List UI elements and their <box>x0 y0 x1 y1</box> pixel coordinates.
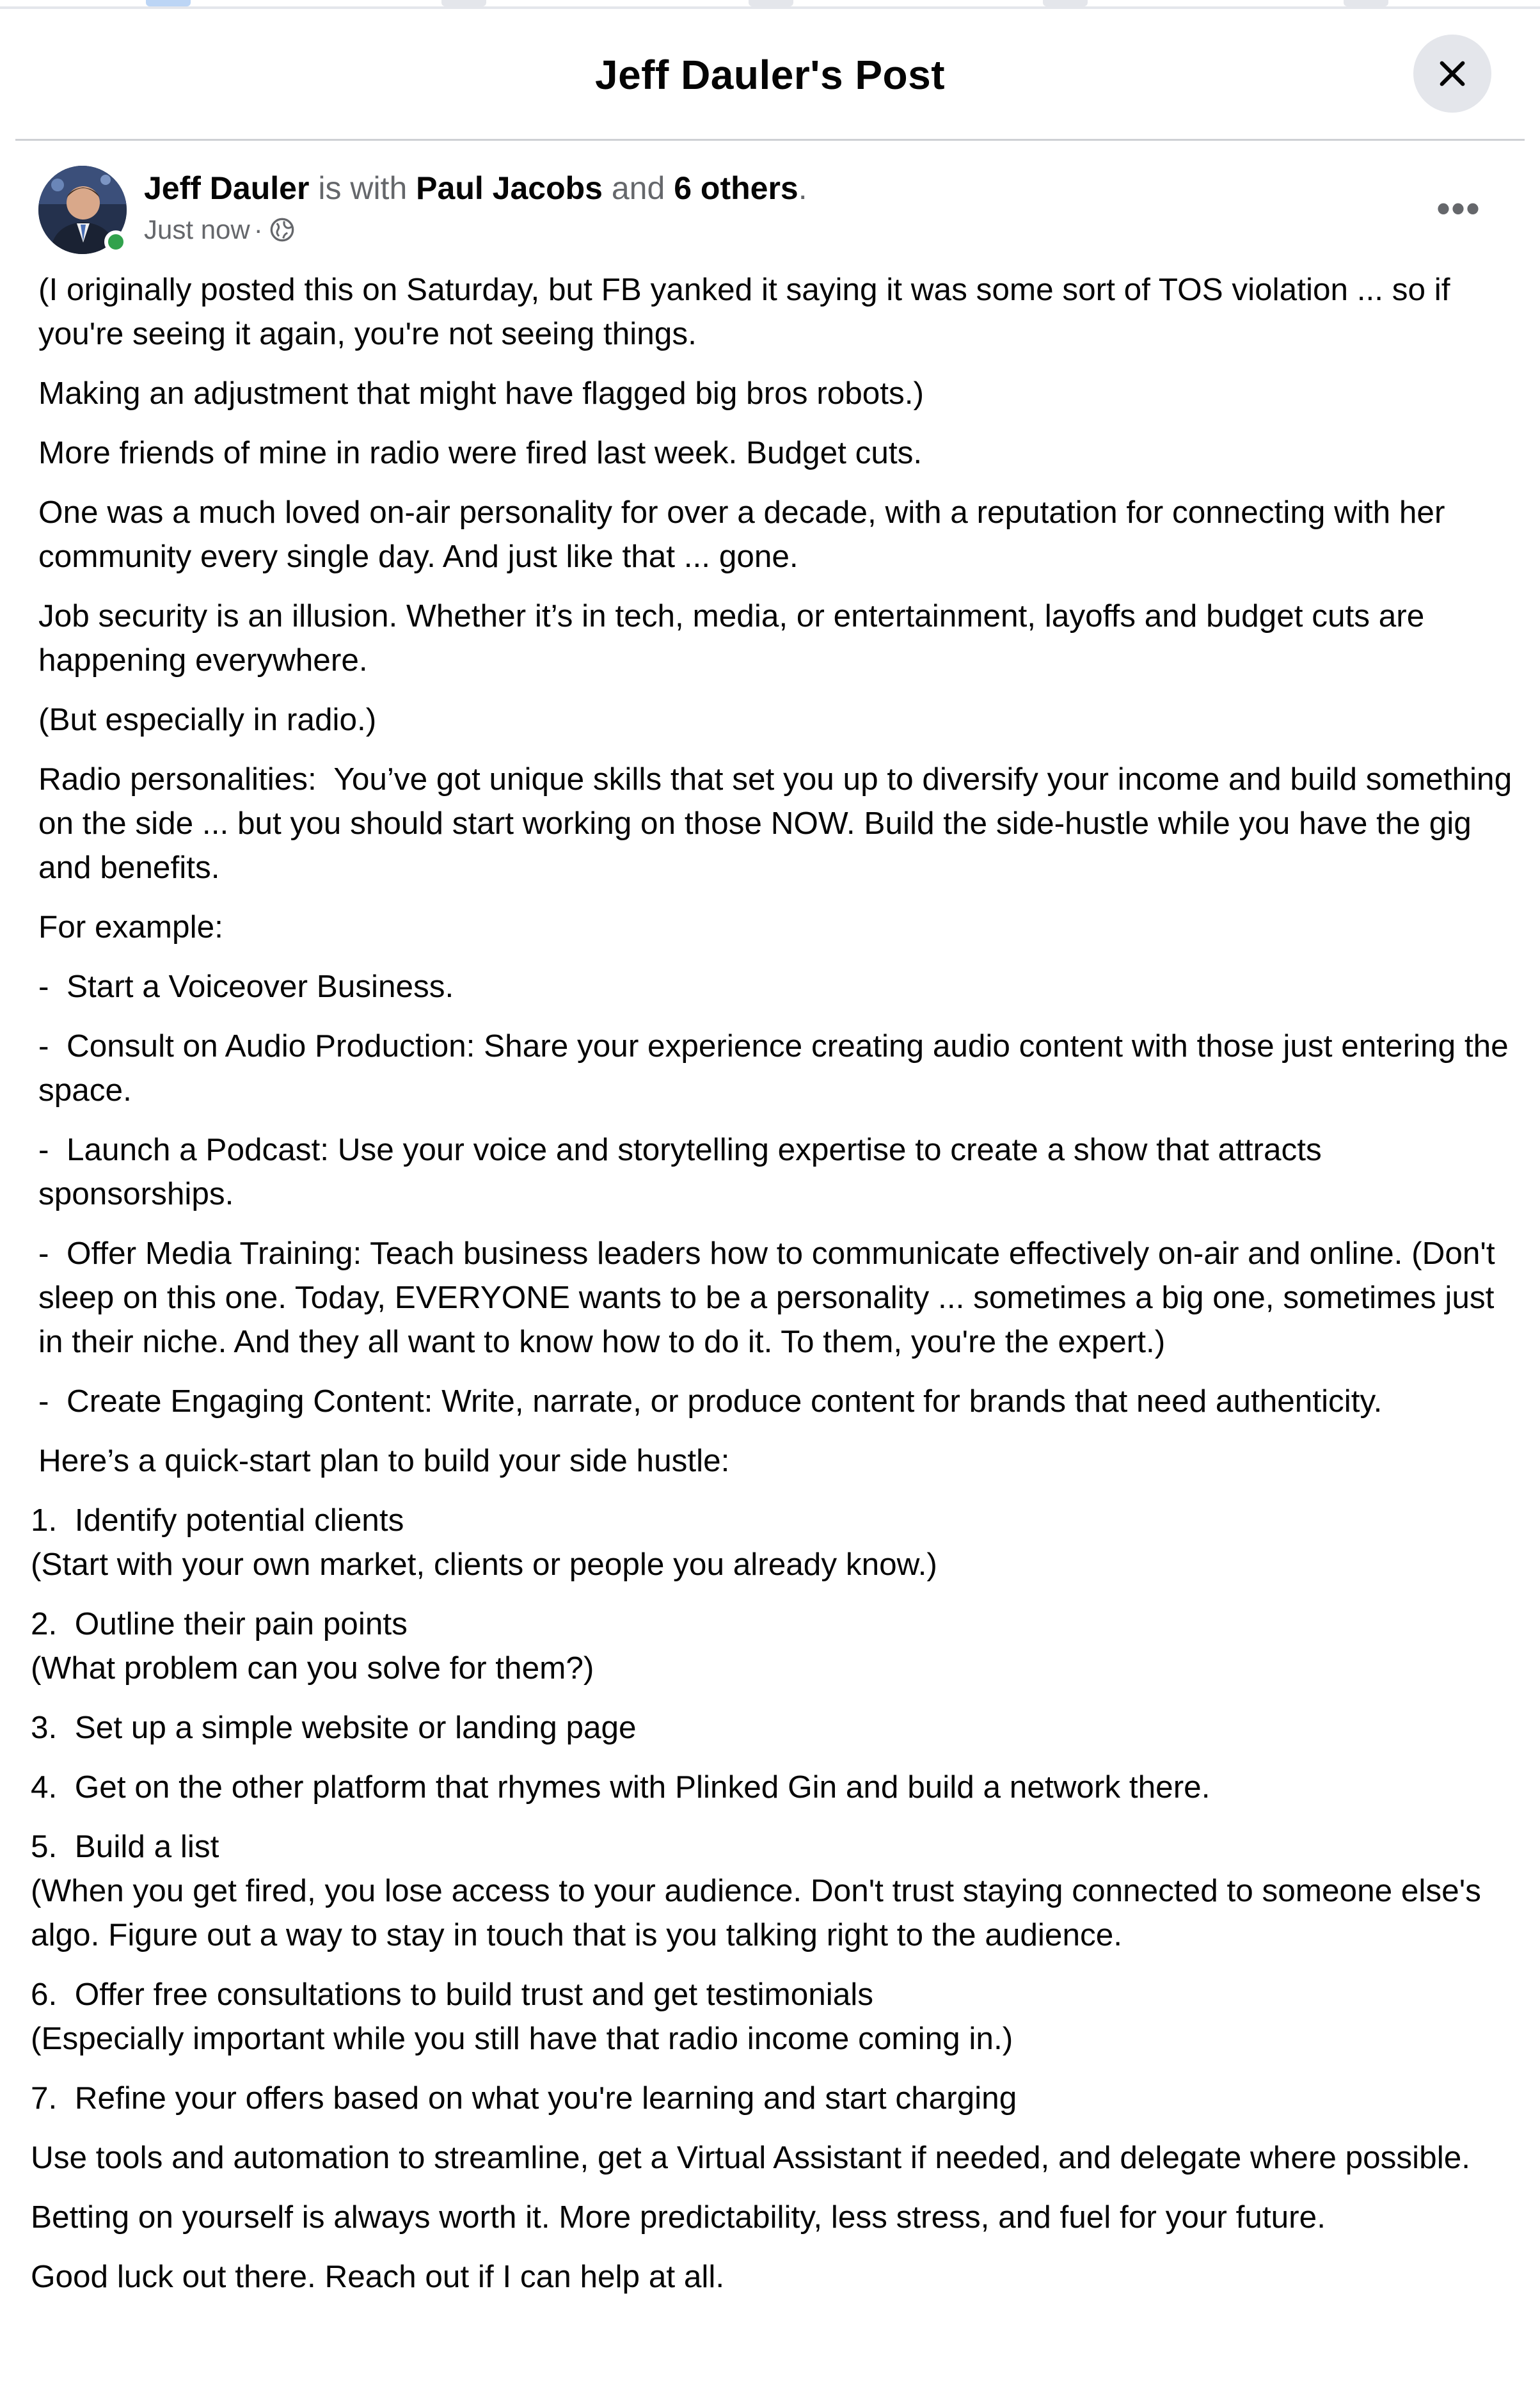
modal-title: Jeff Dauler's Post <box>594 52 946 98</box>
with-text: is with <box>318 170 408 206</box>
close-button[interactable] <box>1413 35 1491 113</box>
post-paragraph: For example: <box>38 909 223 945</box>
post-header <box>38 163 1504 259</box>
nav-groups-icon[interactable] <box>1043 0 1088 6</box>
more-icon: ••• <box>1436 186 1481 230</box>
and-text: and <box>611 170 665 206</box>
tagged-person-link[interactable]: Paul Jacobs <box>416 170 603 206</box>
post-paragraph: 4. Get on the other platform that rhymes with Plinked Gin and build a network there. <box>31 1769 1211 1805</box>
post-paragraph: 2. Outline their pain points (What problem can you solve for them?) <box>31 1606 594 1686</box>
post-paragraph: 7. Refine your offers based on what you're learning and start charging <box>31 2080 1017 2116</box>
post-paragraph: 6. Offer free consultations to build trust and get testimonials (Especially important while you still have that radio income coming in.) <box>31 1977 1013 2056</box>
modal-header <box>15 9 1525 141</box>
post-paragraph: (But especially in radio.) <box>38 702 377 737</box>
online-status-dot <box>104 230 127 253</box>
post-paragraph: Betting on yourself is always worth it. More predictability, less stress, and fuel for your future. <box>31 2199 1326 2235</box>
post-paragraph: Use tools and automation to streamline, get a Virtual Assistant if needed, and delegate where possible. <box>31 2140 1470 2175</box>
timestamp-link[interactable]: Just now <box>144 214 250 244</box>
post-paragraph: Good luck out there. Reach out if I can help at all. <box>31 2259 725 2294</box>
more-options-button[interactable] <box>1427 182 1491 234</box>
period-text: . <box>798 170 807 206</box>
post-paragraph: More friends of mine in radio were fired last week. Budget cuts. <box>38 435 923 470</box>
globe-icon[interactable] <box>269 217 295 243</box>
post-paragraph: Radio personalities: You’ve got unique skills that set you up to diversify your income and build something on the side ... but you should start working on those NOW. Build the side-hustle while you have the gig and benefits. <box>38 762 1521 885</box>
post-paragraph: (I originally posted this on Saturday, but FB yanked it saying it was some sort of TOS violation ... so if you're seeing it again, you're not seeing things. <box>38 272 1459 351</box>
post-paragraph: Job security is an illusion. Whether it’s in tech, media, or entertainment, layoffs and budget cuts are happening everywhere. <box>38 598 1434 678</box>
author-line <box>144 170 807 207</box>
post-paragraph: - Create Engaging Content: Write, narrate, or produce content for brands that need authenticity. <box>38 1384 1383 1419</box>
close-icon <box>1434 56 1470 92</box>
nav-gaming-icon[interactable] <box>1344 0 1388 6</box>
post-paragraph: 5. Build a list (When you get fired, you lose access to your audience. Don't trust staying connected to someone else's algo. Figure out a way to stay in touch that is you talking right to the audience. <box>31 1829 1481 1952</box>
post-meta <box>144 214 295 245</box>
nav-marketplace-icon[interactable] <box>749 0 793 6</box>
post-paragraph: - Consult on Audio Production: Share your experience creating audio content with those just entering the space. <box>38 1028 1518 1108</box>
post-paragraph: 1. Identify potential clients (Start with your own market, clients or people you already know.) <box>31 1503 937 1582</box>
others-link[interactable]: 6 others <box>674 170 798 206</box>
post-body <box>31 267 1521 2314</box>
top-nav-strip <box>0 0 1540 9</box>
meta-separator: · <box>253 214 263 244</box>
nav-home-icon[interactable] <box>146 0 191 6</box>
post-paragraph: 3. Set up a simple website or landing page <box>31 1710 637 1745</box>
post-paragraph: One was a much loved on-air personality for over a decade, with a reputation for connecting with her community every single day. And just like that ... gone. <box>38 495 1454 574</box>
post-paragraph: - Launch a Podcast: Use your voice and storytelling expertise to create a show that attracts sponsorships. <box>38 1132 1331 1211</box>
post-paragraph: - Offer Media Training: Teach business leaders how to communicate effectively on-air and online. (Don't sleep on this one. Today, EVERYONE wants to be a personality ... sometimes a big one, sometimes just in their niche. And they all want to know how to do it. To them, you're the expert.) <box>38 1236 1504 1359</box>
nav-video-icon[interactable] <box>441 0 486 6</box>
post-paragraph: Making an adjustment that might have flagged big bros robots.) <box>38 376 925 411</box>
post-paragraph: - Start a Voiceover Business. <box>38 969 454 1004</box>
post-paragraph: Here’s a quick-start plan to build your side hustle: <box>38 1443 730 1478</box>
author-name-link[interactable]: Jeff Dauler <box>144 170 310 206</box>
